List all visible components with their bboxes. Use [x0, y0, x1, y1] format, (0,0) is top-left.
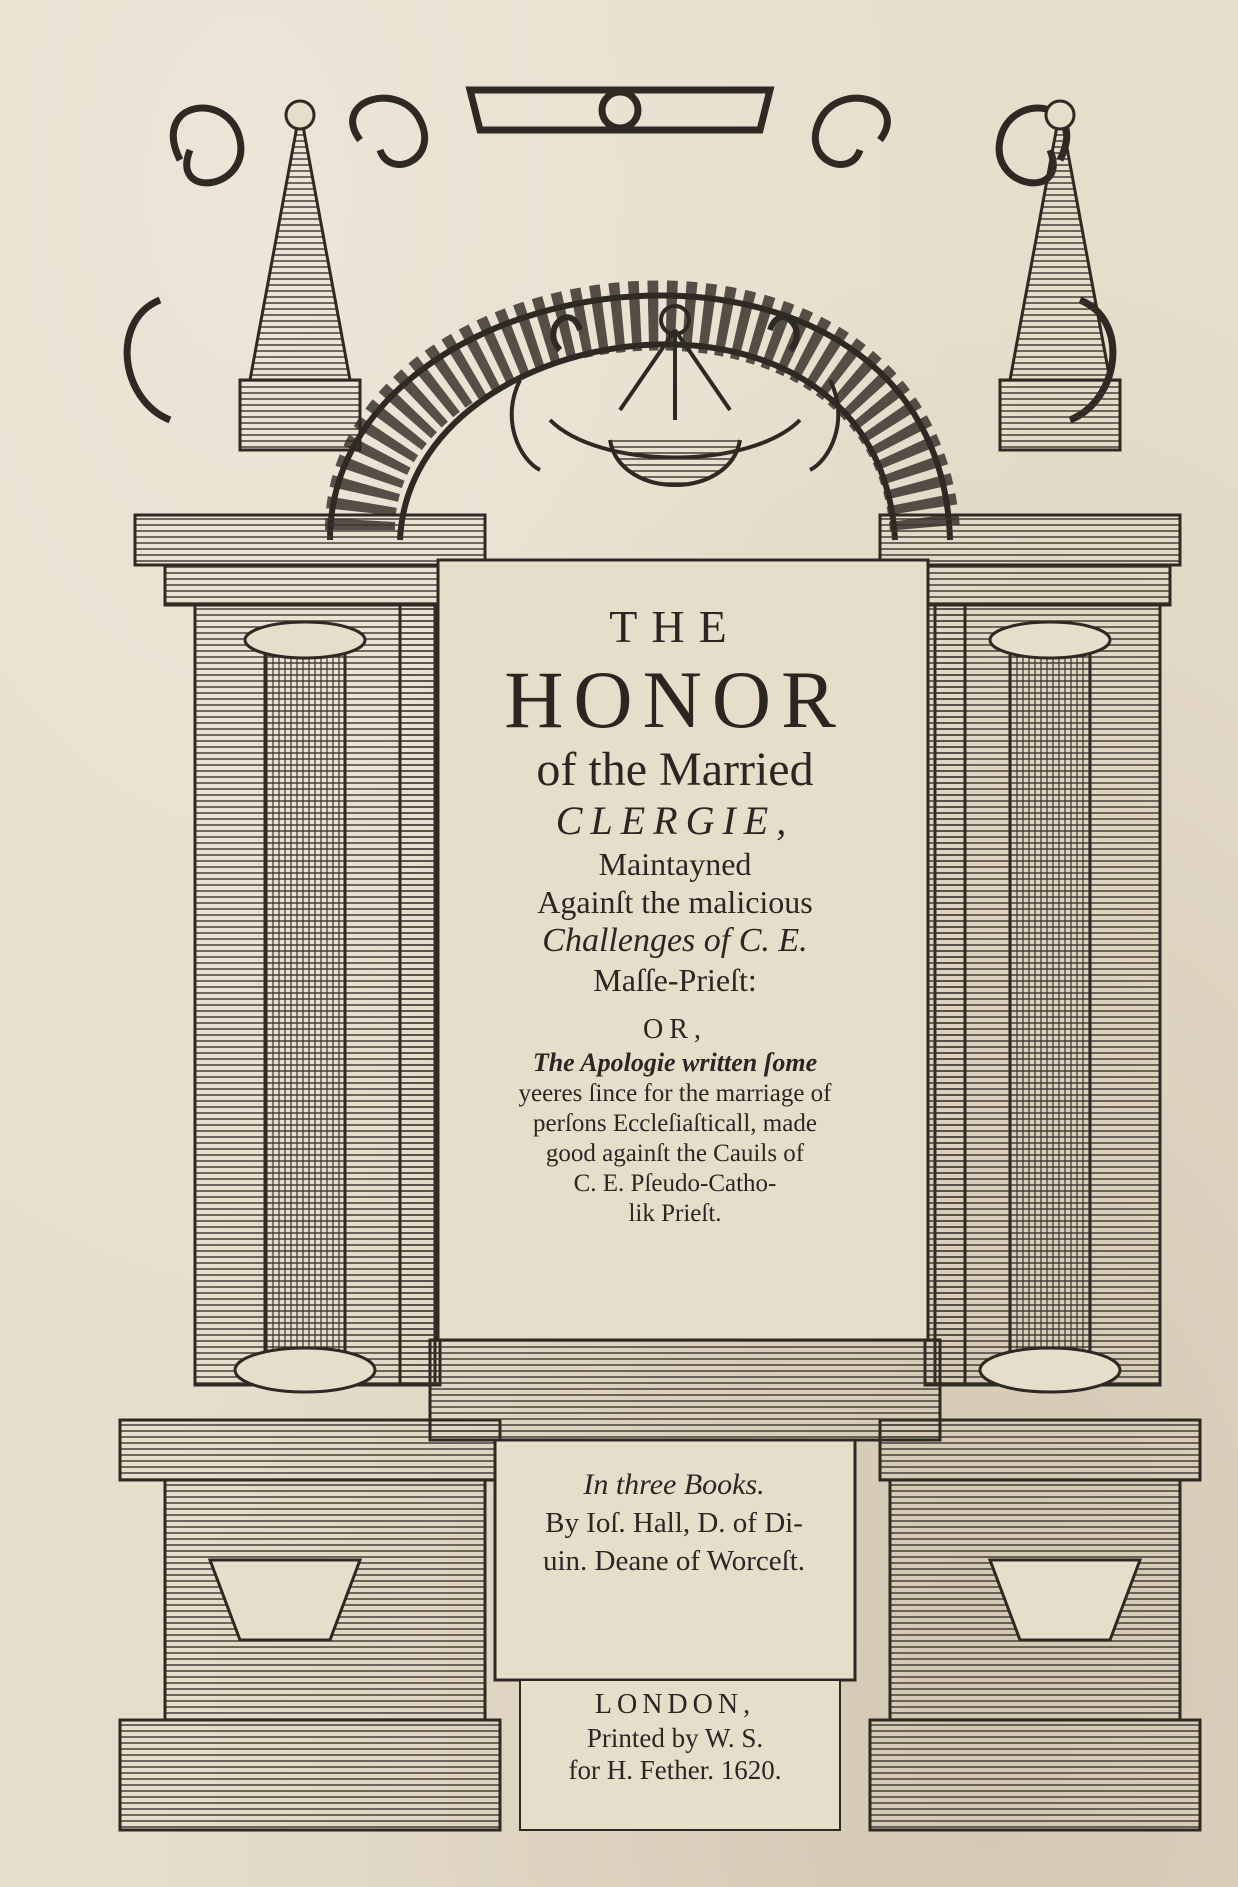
title-the: THE [609, 601, 741, 652]
right-entablature-lower [900, 565, 1170, 605]
left-obelisk [240, 101, 360, 450]
subtitle-masse-priest: Maſſe-Prieſt: [593, 962, 757, 998]
imprint-publisher-year: for H. Fether. 1620. [568, 1755, 782, 1785]
right-obelisk [1000, 101, 1120, 450]
subtitle-or: OR, [643, 1014, 707, 1045]
description-line-2: perſons Eccleſiaſticall, made [533, 1110, 817, 1137]
description-line-4: C. E. Pſeudo-Catho- [573, 1170, 777, 1197]
right-column [925, 605, 1160, 1392]
arch [330, 296, 950, 540]
left-entablature-lower [165, 565, 475, 605]
left-entablature [135, 515, 485, 565]
right-entablature [880, 515, 1180, 565]
title-clergie: CLERGIE, [555, 798, 795, 843]
left-column [195, 605, 440, 1392]
imprint-text [520, 1688, 830, 1786]
subtitle-against: Againſt the malicious [537, 884, 813, 920]
cartouche-text [496, 1444, 852, 1674]
subtitle-maintayned: Maintayned [598, 846, 752, 882]
left-plinth [120, 1420, 500, 1830]
subtitle-challenges: Challenges of C. E. [542, 922, 808, 959]
title-text-block [440, 600, 910, 1229]
books-count: In three Books. [583, 1468, 765, 1501]
imprint-city: LONDON, [594, 1689, 756, 1720]
base-lintel [430, 1340, 940, 1440]
author-line-2: uin. Deane of Worceſt. [542, 1545, 806, 1577]
author-line-1: By Ioſ. Hall, D. of Di- [545, 1507, 803, 1539]
description-line-5: lik Prieſt. [628, 1200, 722, 1227]
description-line-1: yeeres ſince for the marriage of [518, 1080, 832, 1107]
description-line-3: good againſt the Cauils of [545, 1140, 805, 1167]
imprint-printer: Printed by W. S. [586, 1723, 764, 1753]
right-plinth [870, 1420, 1200, 1830]
subtitle-apologie: The Apologie written ſome [532, 1048, 818, 1077]
title-honor: HONOR [504, 654, 846, 745]
title-of-married: of the Married [536, 743, 814, 796]
